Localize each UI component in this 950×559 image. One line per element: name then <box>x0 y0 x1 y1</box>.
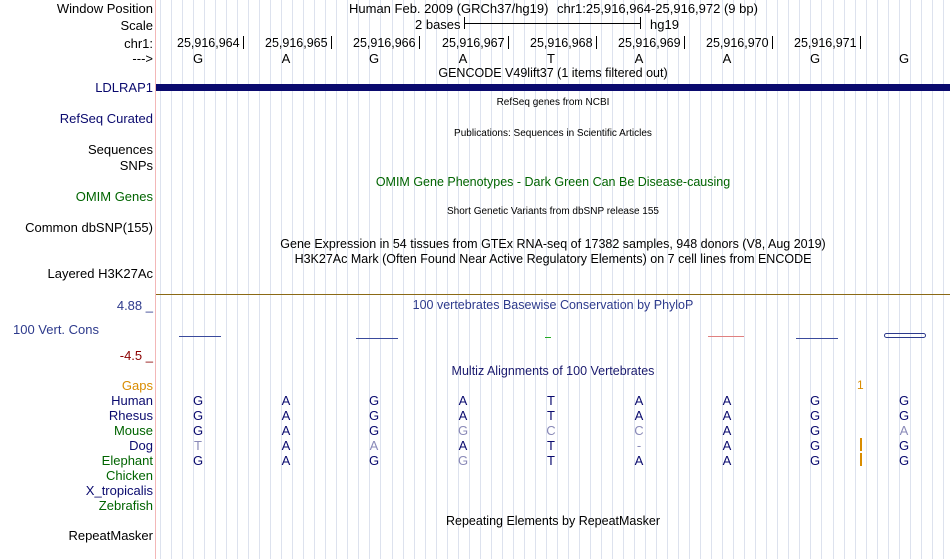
alignment-base: A <box>281 423 291 438</box>
gencode-item-label[interactable]: LDLRAP1 <box>95 80 153 95</box>
alignment-base: G <box>898 393 910 408</box>
h3k27ac-title: H3K27Ac Mark (Often Found Near Active Regulatory Elements) on 7 cell lines from ENCODE <box>294 252 812 266</box>
ruler-tick <box>772 36 773 49</box>
alignment-base: A <box>458 438 468 453</box>
alignment-base: A <box>634 408 644 423</box>
alignment-base: A <box>722 408 732 423</box>
gencode-gene-bar[interactable] <box>156 84 950 91</box>
reference-base: A <box>281 51 291 66</box>
alignment-base: A <box>722 438 732 453</box>
reference-base: G <box>809 51 821 66</box>
species-label[interactable]: Dog <box>129 438 153 453</box>
alignment-base: G <box>809 453 821 468</box>
species-label[interactable]: Mouse <box>113 423 153 438</box>
species-label[interactable]: Elephant <box>101 453 153 468</box>
reference-base: T <box>547 51 555 66</box>
species-label[interactable]: Rhesus <box>108 408 153 423</box>
sequences-label[interactable]: Sequences <box>87 142 153 157</box>
gtex-title: Gene Expression in 54 tissues from GTEx RNA-seq of 17382 samples, 948 donors (V8, Aug 2019) <box>280 237 826 251</box>
alignment-base: G <box>368 408 380 423</box>
alignment-base: A <box>369 438 379 453</box>
alignment-base: T <box>547 453 555 468</box>
conservation-min-label: -4.5 _ <box>119 348 153 363</box>
alignment-base: G <box>457 453 469 468</box>
alignment-base: G <box>898 438 910 453</box>
alignment-base: A <box>722 423 732 438</box>
scale-db: hg19 <box>650 17 679 32</box>
reference-base: G <box>898 51 910 66</box>
alignment-base: G <box>809 393 821 408</box>
refseq-title: RefSeq genes from NCBI <box>496 97 610 108</box>
alignment-base: A <box>899 423 909 438</box>
ruler-coordinate: 25,916,966 <box>353 36 416 50</box>
conservation-label[interactable]: 100 Vert. Cons <box>13 322 99 337</box>
ruler-coordinate: 25,916,967 <box>442 36 505 50</box>
alignment-base: G <box>192 408 204 423</box>
ruler-tick <box>419 36 420 49</box>
ruler-tick <box>596 36 597 49</box>
alignment-base: T <box>194 438 202 453</box>
alignment-base: G <box>192 393 204 408</box>
alignment-base: C <box>546 423 556 438</box>
chrom-label: chr1: <box>124 36 153 51</box>
alignment-base: G <box>368 393 380 408</box>
gencode-title: GENCODE V49lift37 (1 items filtered out) <box>438 66 668 80</box>
conservation-title: 100 vertebrates Basewise Conservation by PhyloP <box>412 298 694 312</box>
species-label[interactable]: Zebrafish <box>98 498 153 513</box>
repeatmasker-title: Repeating Elements by RepeatMasker <box>445 514 660 528</box>
ruler-tick <box>684 36 685 49</box>
alignment-base: G <box>192 423 204 438</box>
ruler-coordinate: 25,916,970 <box>706 36 769 50</box>
window-position-label: Window Position <box>56 1 153 16</box>
h3k27ac-baseline <box>156 294 950 295</box>
species-label[interactable]: X_tropicalis <box>85 483 153 498</box>
alignment-base: A <box>722 453 732 468</box>
gaps-value: 1 <box>857 378 864 392</box>
ruler-coordinate: 25,916,964 <box>177 36 240 50</box>
alignment-base: G <box>457 423 469 438</box>
alignment-base: A <box>634 393 644 408</box>
scale-label: Scale <box>120 18 153 33</box>
species-label[interactable]: Human <box>111 393 153 408</box>
alignment-base: A <box>281 438 291 453</box>
species-label[interactable]: Chicken <box>106 468 153 483</box>
alignment-base: T <box>547 438 555 453</box>
conservation-max-label: 4.88 _ <box>116 298 153 313</box>
alignment-base: G <box>368 423 380 438</box>
alignment-base: C <box>634 423 644 438</box>
alignment-base: A <box>458 408 468 423</box>
alignment-base: G <box>809 423 821 438</box>
position-text: chr1:25,916,964-25,916,972 (9 bp) <box>557 1 758 16</box>
reference-base: A <box>634 51 644 66</box>
alignment-base: A <box>634 453 644 468</box>
publications-title: Publications: Sequences in Scientific Articles <box>454 128 652 139</box>
gaps-label[interactable]: Gaps <box>121 378 153 393</box>
h3k27ac-label[interactable]: Layered H3K27Ac <box>47 266 153 281</box>
dbsnp-title: Short Genetic Variants from dbSNP release 155 <box>447 206 659 217</box>
alignment-base: G <box>898 408 910 423</box>
ruler-tick <box>331 36 332 49</box>
ruler-coordinate: 25,916,965 <box>265 36 328 50</box>
alignment-base: A <box>722 393 732 408</box>
omim-label[interactable]: OMIM Genes <box>75 189 153 204</box>
alignment-base: A <box>458 393 468 408</box>
reference-base: G <box>368 51 380 66</box>
alignment-base: A <box>281 393 291 408</box>
alignment-base: G <box>192 453 204 468</box>
alignment-base: A <box>281 408 291 423</box>
omim-title: OMIM Gene Phenotypes - Dark Green Can Be Disease-causing <box>375 175 731 189</box>
repeatmasker-label[interactable]: RepeatMasker <box>68 528 153 543</box>
multiz-title: Multiz Alignments of 100 Vertebrates <box>451 364 655 378</box>
alignment-base: T <box>547 408 555 423</box>
ruler-tick <box>508 36 509 49</box>
ruler-tick <box>860 36 861 49</box>
ruler-coordinate: 25,916,971 <box>794 36 857 50</box>
scale-text: 2 bases <box>415 17 461 32</box>
reference-base: G <box>192 51 204 66</box>
reference-base: A <box>458 51 468 66</box>
dbsnp-label[interactable]: Common dbSNP(155) <box>25 220 153 235</box>
alignment-base: - <box>636 438 642 453</box>
alignment-base: G <box>898 453 910 468</box>
ruler-coordinate: 25,916,968 <box>530 36 593 50</box>
refseq-label[interactable]: RefSeq Curated <box>59 111 153 126</box>
alignment-base: G <box>368 453 380 468</box>
ruler-coordinate: 25,916,969 <box>618 36 681 50</box>
reference-base: A <box>722 51 732 66</box>
alignment-base: G <box>809 438 821 453</box>
strand-label: ---> <box>132 51 153 66</box>
ruler-tick <box>243 36 244 49</box>
alignment-base: A <box>281 453 291 468</box>
alignment-base: G <box>809 408 821 423</box>
assembly-text: Human Feb. 2009 (GRCh37/hg19) <box>349 1 549 16</box>
alignment-base: T <box>547 393 555 408</box>
snps-label[interactable]: SNPs <box>119 158 153 173</box>
